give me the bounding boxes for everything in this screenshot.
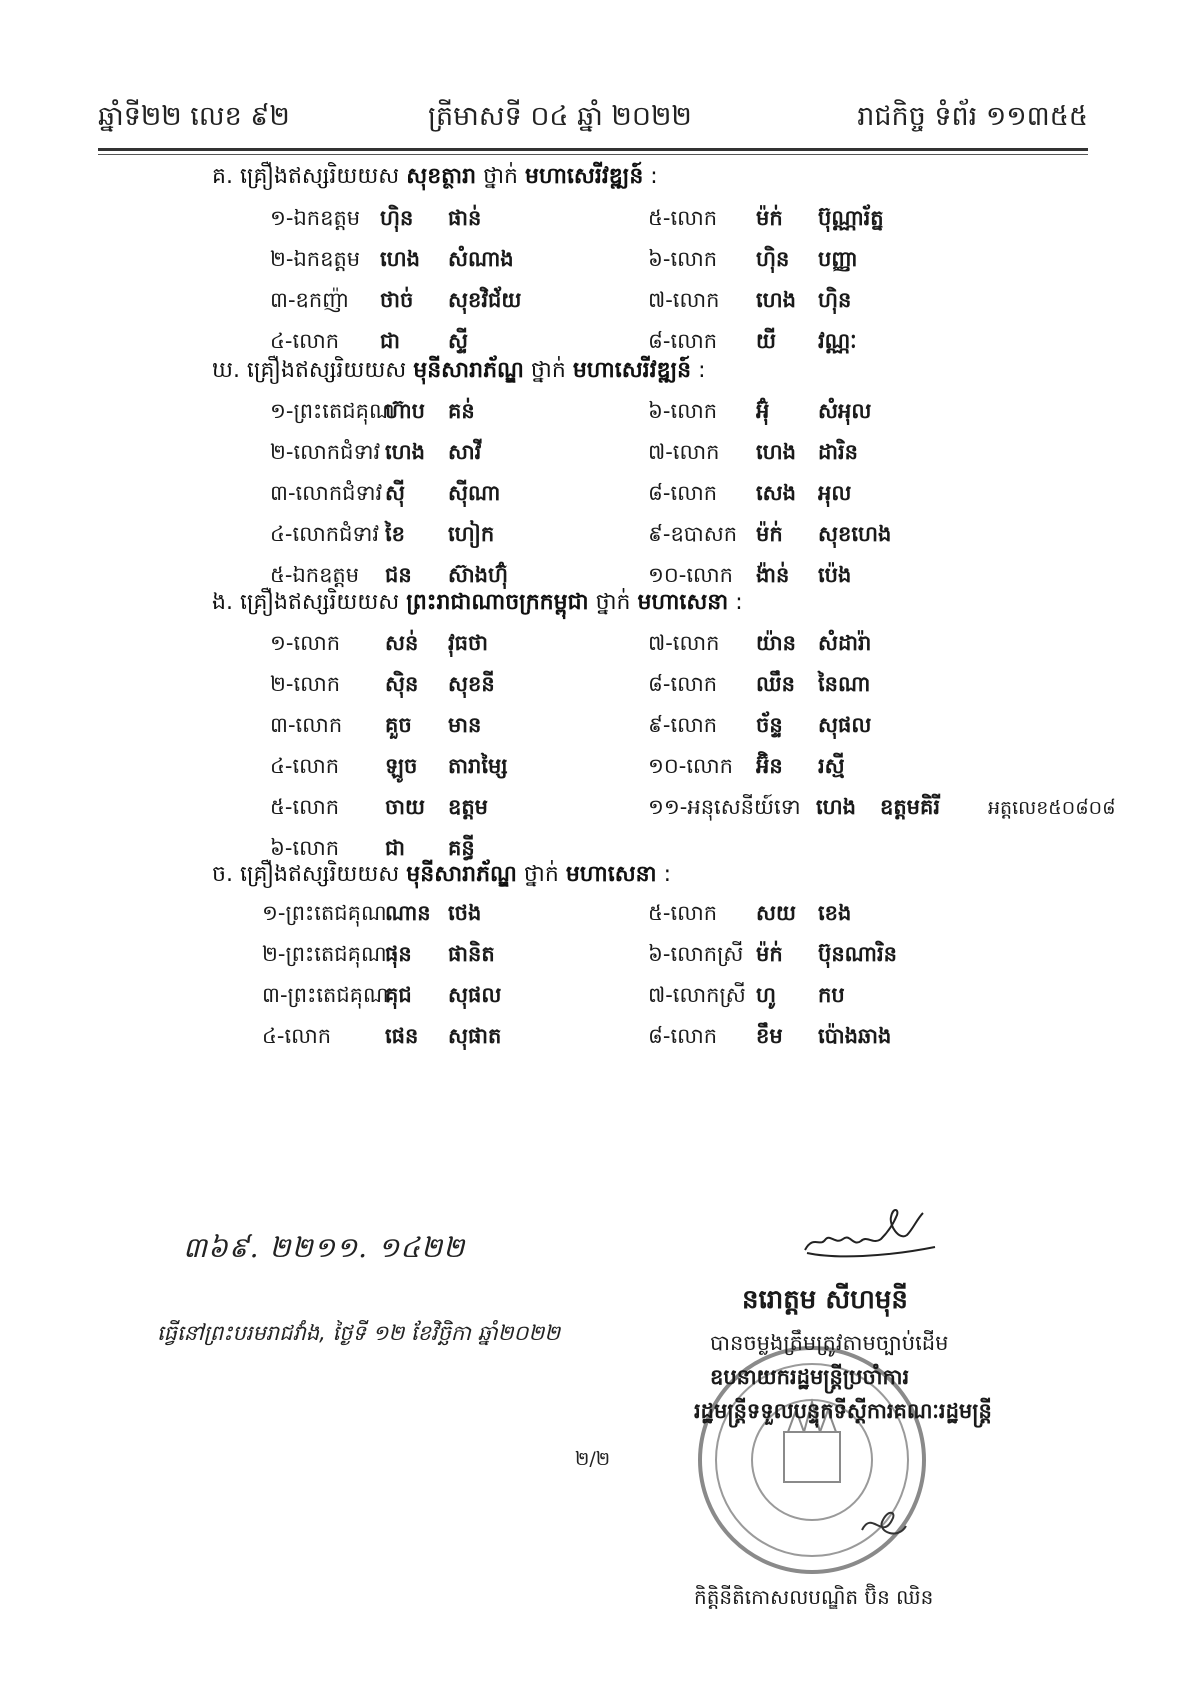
gazette-page: ឆ្នាំទី២២ លេខ ៩២ ត្រីមាសទី ០៤ ឆ្នាំ ២០២២ រាជកិច្ច ទំព័រ ១១៣៥៥ គ. គ្រឿងឥស្សរិយយស សុខត្ថារា ថ្នាក់ មហាសេរីវឌ្ឍន៍ : ឃ. គ្រឿងឥស្សរិយយស មុនីសារាភ័ណ្ឌ ថ្នាក់ មហាសេរីវឌ្ឍន៍ : ង. គ្រឿងឥស្សរិយយស ព្រះរាជាណាចក្រកម្ពុជា ថ្នាក់ មហាសេនា : ច. គ្រឿងឥស្សរិយយស មុនីសារាភ័ណ្ឌ ថ្នាក់ មហាសេនា : ១-ឯកឧត្តម ហ៊ិន ផាន់ ២-ឯកឧត្តម ហេង សំណាង ៣-ឧកញ៉ា ថាច់ សុខវិជ័យ ៤-លោក ជា ស្ទី ៥-លោក ម៉ក់ ប៊ុណ្ណារ័ត្ន ៦-លោក ហ៊ិន បញ្ញា ៧-លោក ហេង ហ៊ិន ៨-លោក យី វណ្ណៈ ១-ព្រះតេជគុណ ហ៊ាប គន់ ២-លោកជំទាវ ហេង សាវី ៣-លោកជំទាវ ស៊ី ស៊ីណា ៤-លោកជំទាវ ខៃ ហៀក ៥-ឯកឧត្តម ជន ស៊ាងហ៊ុំ ៦-លោក អ៊ុំ សំអុល ៧-លោក ហេង ដារិន ៨-លោក សេង អុល ៩-ឧបាសក ម៉ក់ សុខហេង ១០-លោក ង៉ាន់ ប៉េង ១-លោក សន់ វុធថា ២-លោក ស៊ិន សុខនី ៣-លោក គួច មាន ៤-លោក ឡូច តារាម្សៃ ៥-លោក ចាយ ឧត្តម ៦-លោក ជា គន្ធី ៧-លោក យ៉ាន សំដារ៉ា ៨-លោក ឈឹន នៃណា ៩-លោក ច័ន្ទ សុផល ១០-លោក អ៊ិន រស្មី ១១-អនុសេនីយ៍ទោ ហេង ឧត្តមគិរី អត្តលេខ៥០៨០៨ ១-ព្រះតេជគុណ ណាន ថេង ២-ព្រះតេជគុណ ផុន ផានិត ៣-ព្រះតេជគុណ គុជ សុផល ៤-លោក ផេន សុផាត ៥-លោក សយ ខេង ៦-លោកស្រី ម៉ក់ ប៊ុនណារិន ៧-លោកស្រី ហូ កប ៨-លោក ខឹម ប៉ោងឆាង ៣៦៩. ២២១១. ១៤២២ ធ្វើនៅព្រះបរមរាជវាំង, ថ្ងៃទី ១២ ខែវិច្ឆិកា ឆ្នាំ២០២២ ២/២ នរោត្តម សីហមុនី បានចម្លងត្រឹមត្រូវតាមច្បាប់ដើម ឧបនាយករដ្ឋមន្ត្រីប្រចាំការ រដ្ឋមន្ត្រីទទួលបន្ទុកទីស្តីការគណៈរដ្ឋមន្ត្រី កិត្តិនីតិកោសលបណ្ឌិត ប៊ិន ឈិន [0,0,1191,1684]
certified-copy-line: បានចម្លងត្រឹមត្រូវតាមច្បាប់ដើម [710,1331,949,1355]
minister-title: រដ្ឋមន្ត្រីទទួលបន្ទុកទីស្តីការគណៈរដ្ឋមន្ត្រី [694,1399,992,1423]
signatory-name: នរោត្តម សីហមុនី [742,1285,908,1315]
header-page-ref: រាជកិច្ច ទំព័រ ១១៣៥៥ [857,101,1088,132]
section-title-kho: ឃ. គ្រឿងឥស្សរិយយស មុនីសារាភ័ណ្ឌ ថ្នាក់ មហាសេរីវឌ្ឍន៍ : [212,358,706,383]
place-and-date: ធ្វើនៅព្រះបរមរាជវាំង, ថ្ងៃទី ១២ ខែវិច្ឆិកា ឆ្នាំ២០២២ [157,1321,561,1345]
header-quarter: ត្រីមាសទី ០៤ ឆ្នាំ ២០២២ [428,101,692,132]
header-rule [98,148,1088,151]
page-number: ២/២ [575,1448,611,1470]
royal-signature-scrawl [795,1195,945,1265]
page-header [98,100,1088,140]
section-title-ko: គ. គ្រឿងឥស្សរិយយស សុខត្ថារា ថ្នាក់ មហាសេរីវឌ្ឍន៍ : [212,164,658,189]
service-number: អត្តលេខ៥០៨០៨ [988,797,1116,819]
deputy-pm-title: ឧបនាយករដ្ឋមន្ត្រីប្រចាំការ [710,1365,910,1389]
section-title-cha: ច. គ្រឿងឥស្សរិយយស មុនីសារាភ័ណ្ឌ ថ្នាក់ មហាសេនា : [212,862,672,887]
header-rule-thin [98,154,1088,155]
certifier-name: កិត្តិនីតិកោសលបណ្ឌិត ប៊ិន ឈិន [694,1585,934,1609]
header-issue: ឆ្នាំទី២២ លេខ ៩២ [98,101,290,132]
handwritten-reference: ៣៦៩. ២២១១. ១៤២២ [183,1231,466,1264]
section-title-ngo: ង. គ្រឿងឥស្សរិយយស ព្រះរាជាណាចក្រកម្ពុជា ថ្នាក់ មហាសេនា : [212,590,743,615]
